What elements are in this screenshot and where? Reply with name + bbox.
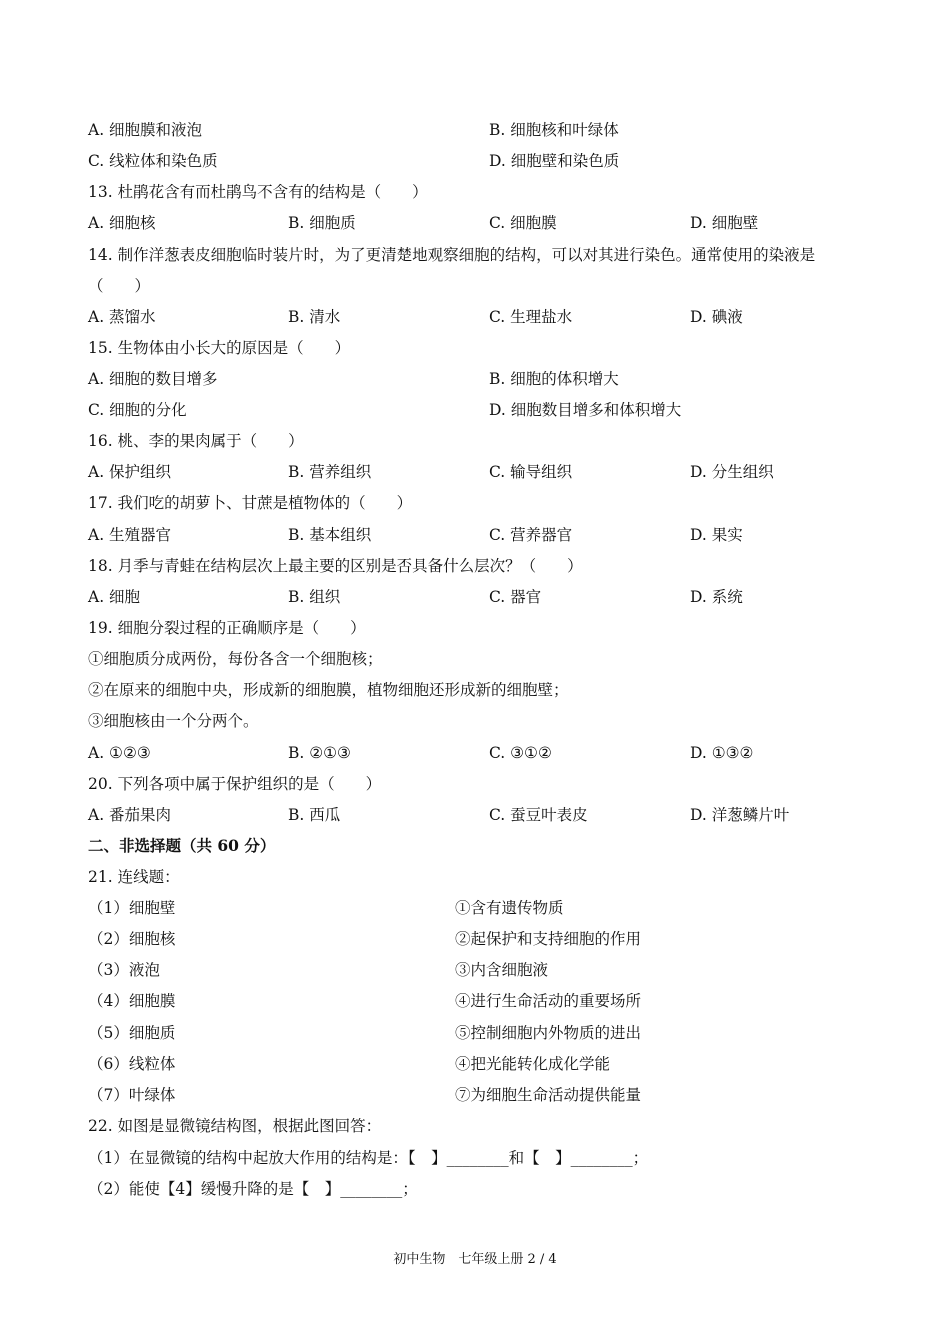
option-b: B. 细胞的体积增大 xyxy=(489,370,619,388)
question-stem: 21. 连线题： xyxy=(88,868,180,886)
match-right-item: ②起保护和支持细胞的作用 xyxy=(455,930,642,948)
match-left-item: （7）叶绿体 xyxy=(88,1086,176,1104)
match-left-item: （3）液泡 xyxy=(88,961,160,979)
option-a: A. 番茄果肉 xyxy=(88,806,172,824)
option-a: A. 细胞核 xyxy=(88,214,156,232)
match-left-item: （1）细胞壁 xyxy=(88,899,176,917)
question-stem: 16. 桃、李的果肉属于（ ） xyxy=(88,432,304,450)
option-a: A. 蒸馏水 xyxy=(88,308,156,326)
sub-question: （1）在显微镜的结构中起放大作用的结构是：【 】________和【 】________； xyxy=(88,1149,649,1167)
option-a: A. 细胞膜和液泡 xyxy=(88,121,203,139)
option-b: B. 西瓜 xyxy=(288,806,341,824)
option-d: D. 细胞壁和染色质 xyxy=(489,152,620,170)
option-b: B. ②①③ xyxy=(288,744,351,762)
option-a: A. 保护组织 xyxy=(88,463,172,481)
option-b: B. 细胞核和叶绿体 xyxy=(489,121,619,139)
match-right-item: ④进行生命活动的重要场所 xyxy=(455,992,642,1010)
option-d: D. 细胞数目增多和体积增大 xyxy=(489,401,682,419)
step-item: ①细胞质分成两份，每份各含一个细胞核； xyxy=(88,650,383,668)
question-stem: 13. 杜鹃花含有而杜鹃鸟不含有的结构是（ ） xyxy=(88,183,428,201)
question-stem: 14. 制作洋葱表皮细胞临时装片时，为了更清楚地观察细胞的结构，可以对其进行染色。通常使用的染液是 xyxy=(88,246,816,264)
match-right-item: ④把光能转化成化学能 xyxy=(455,1055,611,1073)
option-d: D. 洋葱鳞片叶 xyxy=(690,806,790,824)
question-stem-cont: （ ） xyxy=(88,277,151,295)
step-item: ③细胞核由一个分两个。 xyxy=(88,712,259,730)
option-c: C. 生理盐水 xyxy=(489,308,573,326)
match-right-item: ③内含细胞液 xyxy=(455,961,549,979)
option-b: B. 清水 xyxy=(288,308,341,326)
option-a: A. ①②③ xyxy=(88,744,151,762)
question-stem: 18. 月季与青蛙在结构层次上最主要的区别是否具备什么层次？（ ） xyxy=(88,557,583,575)
option-b: B. 基本组织 xyxy=(288,526,372,544)
option-d: D. ①③② xyxy=(690,744,754,762)
page-footer: 初中生物 七年级上册 2 / 4 xyxy=(393,1252,557,1267)
option-d: D. 分生组织 xyxy=(690,463,774,481)
question-stem: 19. 细胞分裂过程的正确顺序是（ ） xyxy=(88,619,366,637)
match-right-item: ⑤控制细胞内外物质的进出 xyxy=(455,1024,642,1042)
match-right-item: ①含有遗传物质 xyxy=(455,899,564,917)
match-left-item: （6）线粒体 xyxy=(88,1055,176,1073)
option-d: D. 系统 xyxy=(690,588,743,606)
option-d: D. 碘液 xyxy=(690,308,743,326)
match-left-item: （2）细胞核 xyxy=(88,930,176,948)
match-right-item: ⑦为细胞生命活动提供能量 xyxy=(455,1086,642,1104)
option-c: C. 蚕豆叶表皮 xyxy=(489,806,588,824)
option-a: A. 生殖器官 xyxy=(88,526,172,544)
question-stem: 20. 下列各项中属于保护组织的是（ ） xyxy=(88,775,382,793)
option-c: C. 输导组织 xyxy=(489,463,573,481)
option-c: C. ③①② xyxy=(489,744,552,762)
sub-question: （2）能使【4】缓慢升降的是【 】________； xyxy=(88,1180,418,1198)
option-d: D. 果实 xyxy=(690,526,743,544)
match-left-item: （4）细胞膜 xyxy=(88,992,176,1010)
step-item: ②在原来的细胞中央，形成新的细胞膜，植物细胞还形成新的细胞壁； xyxy=(88,681,569,699)
question-stem: 17. 我们吃的胡萝卜、甘蔗是植物体的（ ） xyxy=(88,494,413,512)
question-stem: 22. 如图是显微镜结构图，根据此图回答： xyxy=(88,1117,382,1135)
section-heading: 二、非选择题（共 60 分） xyxy=(88,836,276,855)
option-a: A. 细胞的数目增多 xyxy=(88,370,218,388)
option-a: A. 细胞 xyxy=(88,588,141,606)
option-d: D. 细胞壁 xyxy=(690,214,759,232)
option-b: B. 组织 xyxy=(288,588,341,606)
option-c: C. 细胞膜 xyxy=(489,214,557,232)
option-b: B. 营养组织 xyxy=(288,463,372,481)
option-c: C. 营养器官 xyxy=(489,526,573,544)
option-c: C. 细胞的分化 xyxy=(88,401,187,419)
option-b: B. 细胞质 xyxy=(288,214,356,232)
question-stem: 15. 生物体由小长大的原因是（ ） xyxy=(88,339,351,357)
match-left-item: （5）细胞质 xyxy=(88,1024,176,1042)
option-c: C. 器官 xyxy=(489,588,542,606)
option-c: C. 线粒体和染色质 xyxy=(88,152,218,170)
